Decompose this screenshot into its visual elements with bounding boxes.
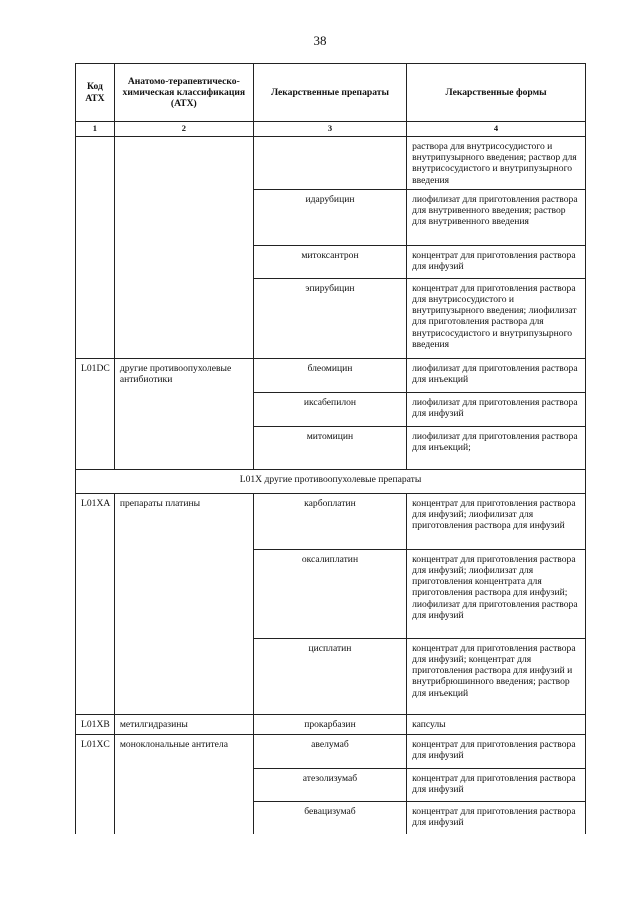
form-cell: концентрат для приготовления раствора для инфузий xyxy=(407,801,586,834)
column-number-row xyxy=(76,122,586,137)
classification-cell: метилгидразины xyxy=(114,714,253,734)
header-drugs: Лекарственные препараты xyxy=(253,64,406,122)
group-row xyxy=(76,469,586,493)
drug-cell: иксабепилон xyxy=(253,392,406,426)
form-cell: концентрат для приготовления раствора для инфузий; концентрат для приготовления раствора для инфузий и внутрибрюшинного введения; раствор для инъекций xyxy=(407,638,586,714)
header-code: Код АТХ xyxy=(76,64,115,122)
form-cell: концентрат для приготовления раствора для инфузий xyxy=(407,245,586,278)
column-number: 3 xyxy=(253,122,406,137)
form-cell: капсулы xyxy=(407,714,586,734)
header-classification: Анатомо-терапевтическо-химическая классификация (АТХ) xyxy=(114,64,253,122)
drug-cell: прокарбазин xyxy=(253,714,406,734)
atx-table xyxy=(75,63,586,834)
page-number: 38 xyxy=(313,33,327,48)
classification-cell: моноклональные антитела xyxy=(114,734,253,834)
drug-cell: атезолизумаб xyxy=(253,768,406,801)
table-header-row xyxy=(76,64,586,122)
code-cell: L01XC xyxy=(76,734,115,834)
drug-cell: авелумаб xyxy=(253,734,406,768)
table-row xyxy=(76,137,586,190)
drug-cell: карбоплатин xyxy=(253,493,406,549)
group-heading: L01X другие противоопухолевые препараты xyxy=(76,469,586,493)
table-row xyxy=(76,358,586,392)
form-cell: концентрат для приготовления раствора для внутрисосудистого и внутрипузырного введения; лиофилизат для приготовления раствора для внутрисосудистого и внутрипузырного введения xyxy=(407,278,586,358)
form-cell: лиофилизат для приготовления раствора для внутривенного введения; раствор для внутривенного введения xyxy=(407,189,586,245)
column-number: 1 xyxy=(76,122,115,137)
classification-cell xyxy=(114,137,253,359)
header-forms: Лекарственные формы xyxy=(407,64,586,122)
code-cell: L01XA xyxy=(76,493,115,714)
drug-cell: блеомицин xyxy=(253,358,406,392)
form-cell: концентрат для приготовления раствора для инфузий xyxy=(407,768,586,801)
form-cell: концентрат для приготовления раствора для инфузий; лиофилизат для приготовления концентрата для приготовления раствора для инфузий; лиофилизат для приготовления раствора для инфузий xyxy=(407,549,586,638)
drug-cell: цисплатин xyxy=(253,638,406,714)
drug-cell xyxy=(253,137,406,190)
table-row xyxy=(76,493,586,549)
form-cell: лиофилизат для приготовления раствора для инъекций; xyxy=(407,426,586,469)
drug-cell: бевацизумаб xyxy=(253,801,406,834)
classification-cell: другие противоопухолевые антибиотики xyxy=(114,358,253,469)
code-cell: L01XB xyxy=(76,714,115,734)
form-cell: концентрат для приготовления раствора для инфузий xyxy=(407,734,586,768)
drug-cell: митомицин xyxy=(253,426,406,469)
table-row xyxy=(76,734,586,768)
form-cell: лиофилизат для приготовления раствора для инъекций xyxy=(407,358,586,392)
column-number: 4 xyxy=(407,122,586,137)
code-cell: L01DC xyxy=(76,358,115,469)
drug-cell: оксалиплатин xyxy=(253,549,406,638)
classification-cell: препараты платины xyxy=(114,493,253,714)
table-row xyxy=(76,714,586,734)
drug-cell: эпирубицин xyxy=(253,278,406,358)
form-cell: раствора для внутрисосудистого и внутрипузырного введения; раствор для внутрисосудистого и внутрипузырного введения xyxy=(407,137,586,190)
code-cell xyxy=(76,137,115,359)
form-cell: концентрат для приготовления раствора для инфузий; лиофилизат для приготовления раствора для инфузий xyxy=(407,493,586,549)
column-number: 2 xyxy=(114,122,253,137)
form-cell: лиофилизат для приготовления раствора для инфузий xyxy=(407,392,586,426)
drug-cell: идарубицин xyxy=(253,189,406,245)
drug-cell: митоксантрон xyxy=(253,245,406,278)
